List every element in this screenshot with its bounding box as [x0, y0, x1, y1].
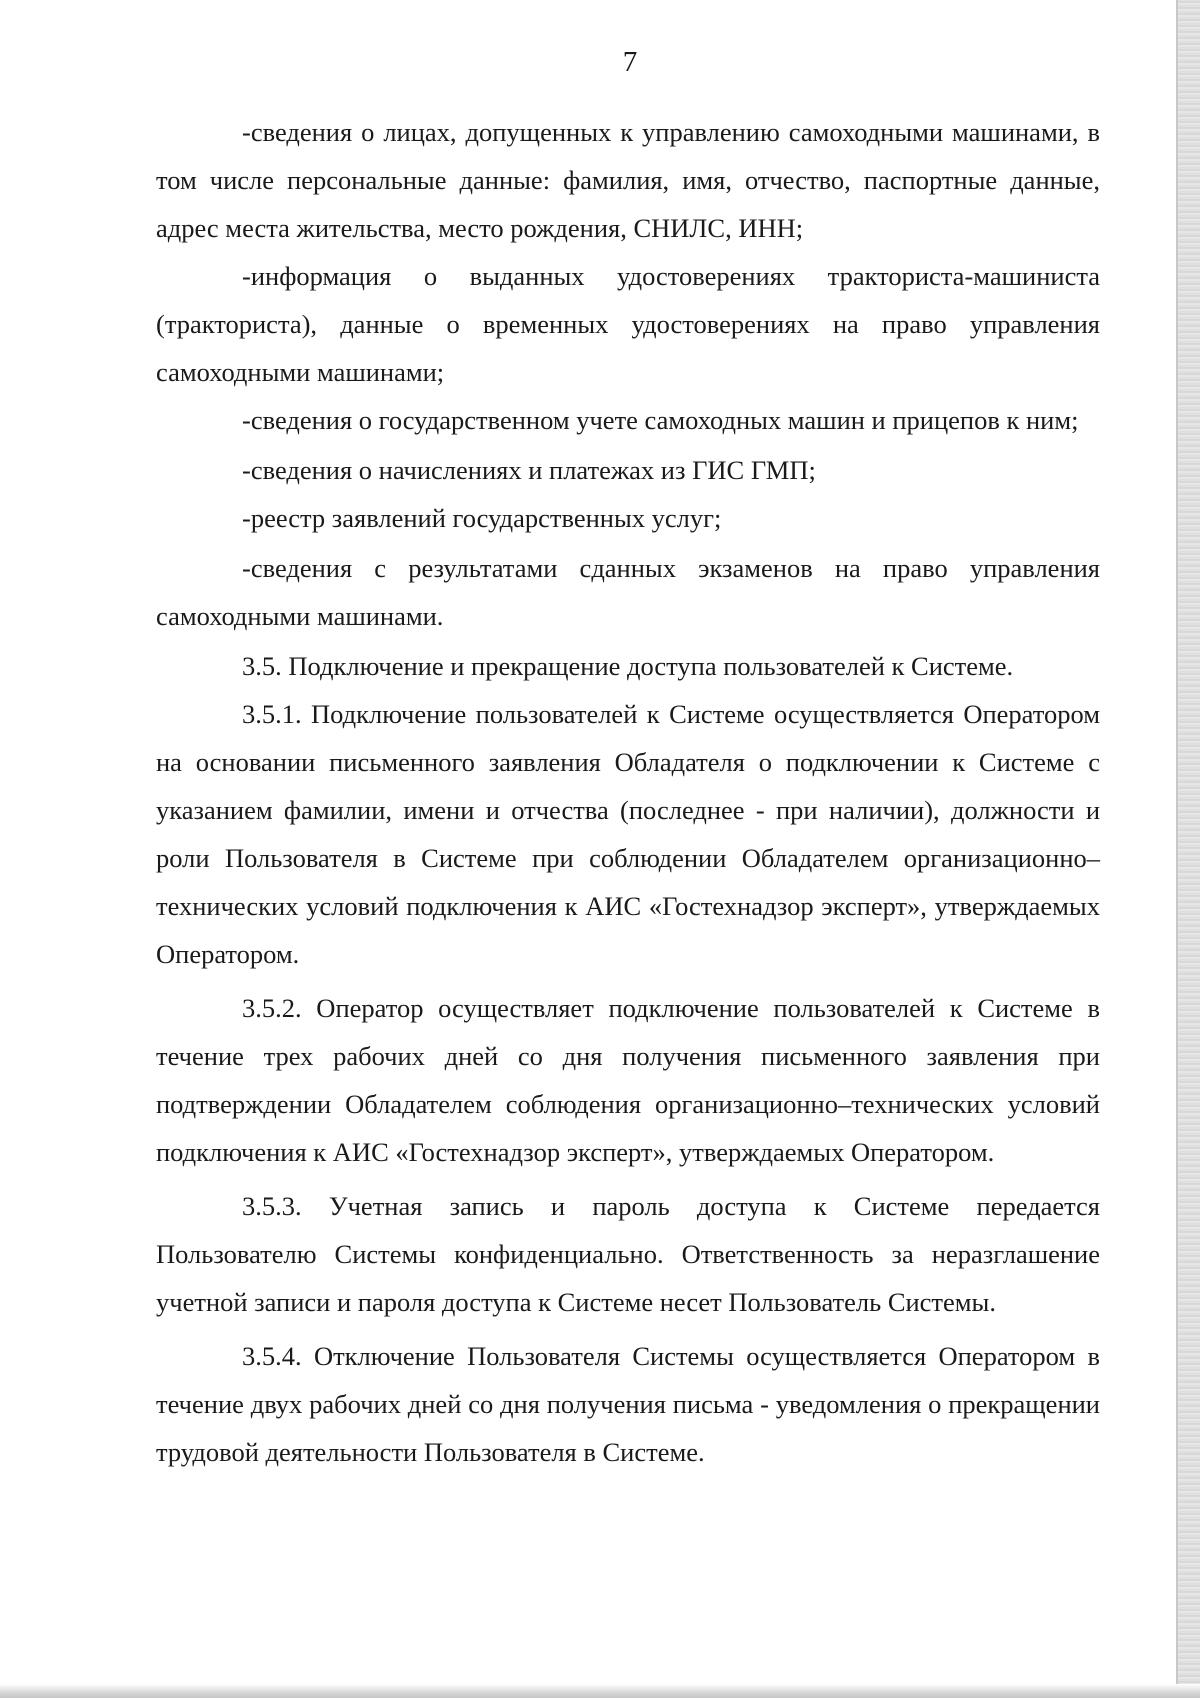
page-number: 7	[622, 46, 638, 78]
paragraph-persons: -сведения о лицах, допущенных к управлению самоходными машинами, в том числе персональные данные: фамилия, имя, отчество, паспортные данные, адрес места жительства, место рождения, СНИЛС, ИНН;	[156, 117, 1100, 243]
paragraph-3-5-2: 3.5.2. Оператор осуществляет подключение пользователей к Системе в течение трех рабочих дней со дня получения письменного заявления при подтверждении Обладателем соблюдения организационно–технических условий подключения к АИС «Гостехнадзор эксперт», утверждаемых Оператором.	[156, 993, 1100, 1167]
scan-edge-bottom	[0, 1684, 1200, 1698]
paragraph-exams: -сведения с результатами сданных экзаменов на право управления самоходными машинами.	[156, 553, 1100, 631]
paragraph-payments: -сведения о начислениях и платежах из ГИС ГМП;	[242, 455, 816, 485]
document-body	[156, 108, 1100, 1476]
paragraph-registration: -сведения о государственном учете самоходных машин и прицепов к ним;	[242, 405, 1079, 435]
paragraph-3-5-1: 3.5.1. Подключение пользователей к Системе осуществляется Оператором на основании письменного заявления Обладателя о подключении к Системе с указанием фамилии, имени и отчества (последнее - при наличии), должности и роли Пользователя в Системе при соблюдении Обладателем организационно–технических условий подключения к АИС «Гостехнадзор эксперт», утверждаемых Оператором.	[156, 699, 1100, 969]
paragraph-3-5-4: 3.5.4. Отключение Пользователя Системы осуществляется Оператором в течение двух рабочих дней со дня получения письма - уведомления о прекращении трудовой деятельности Пользователя в Системе.	[156, 1341, 1100, 1467]
scan-edge-right	[1178, 0, 1200, 1698]
paragraph-licenses: -информация о выданных удостоверениях тракториста-машиниста (тракториста), данные о временных удостоверениях на право управления самоходными машинами;	[156, 261, 1100, 387]
paragraph-registry: -реестр заявлений государственных услуг;	[242, 503, 722, 533]
section-heading-3-5: 3.5. Подключение и прекращение доступа пользователей к Системе.	[242, 651, 1014, 681]
paragraph-3-5-3: 3.5.3. Учетная запись и пароль доступа к Системе передается Пользователю Системы конфиденциально. Ответственность за неразглашение учетной записи и пароля доступа к Системе несет Пользователь Системы.	[156, 1191, 1100, 1317]
